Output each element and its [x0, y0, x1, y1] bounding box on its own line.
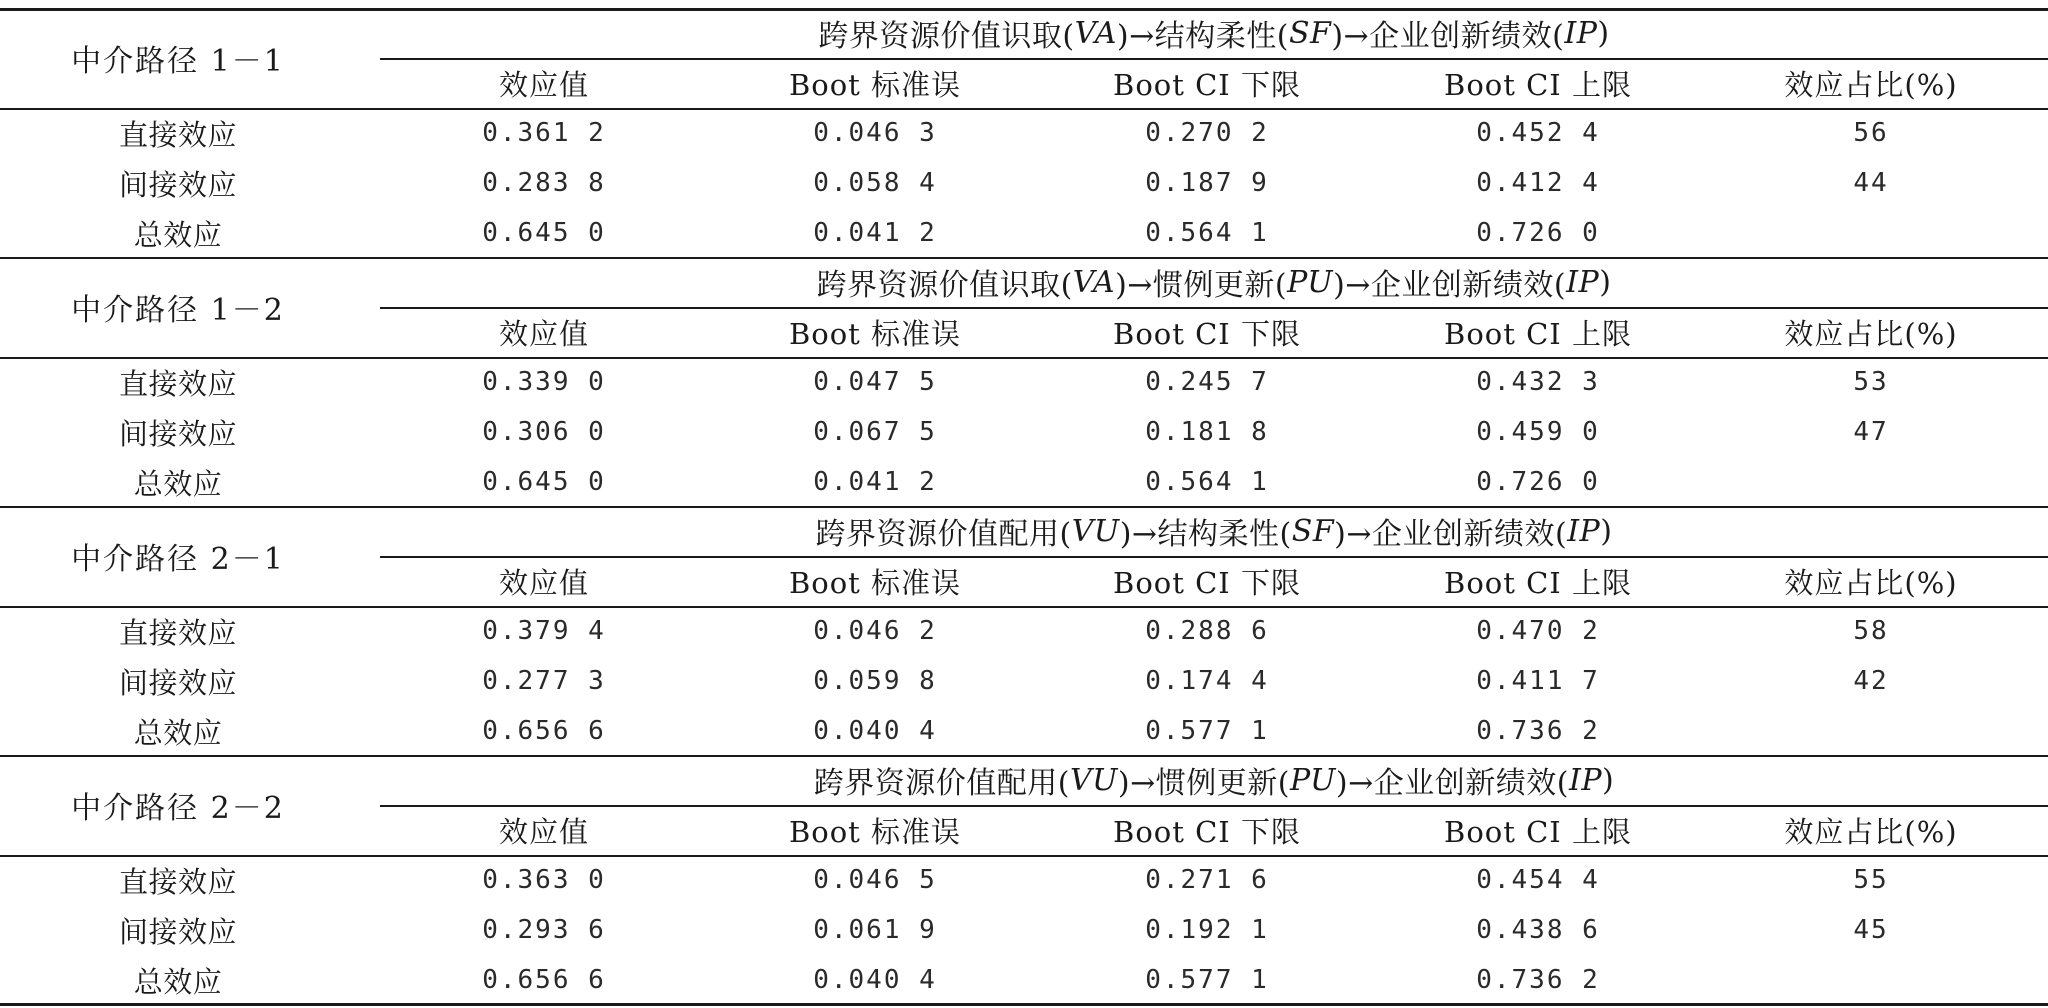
variable-abbr: VU: [1069, 762, 1118, 798]
table-cell: 44: [1853, 168, 1889, 198]
table-cell: 0.046 3: [813, 118, 937, 148]
table-cell: 0.061 9: [813, 915, 937, 945]
table-cell: 0.046 5: [813, 865, 937, 895]
variable-abbr: VA: [1072, 264, 1116, 300]
row-label: 直接效应: [118, 615, 237, 650]
path-label: 中介路径 2－2: [71, 791, 285, 826]
row-label: 间接效应: [118, 665, 237, 700]
title-text: )→企业创新绩效(: [1331, 19, 1565, 54]
title-text: ): [1600, 513, 1613, 549]
table-cell: [1721, 457, 2021, 507]
row-label: 总效应: [133, 964, 223, 999]
table-cell: [1721, 706, 2021, 756]
table-cell: 0.187 9: [1145, 168, 1269, 198]
table-cell: 0.656 6: [482, 965, 606, 995]
title-text: ): [1602, 762, 1615, 798]
table-cell: [1721, 208, 2021, 258]
table-cell: 58: [1853, 616, 1889, 646]
table-cell: 0.067 5: [813, 417, 937, 447]
table-cell: 0.454 4: [1476, 865, 1600, 895]
column-header: 效应值: [498, 67, 589, 102]
table-cell: 47: [1853, 417, 1889, 447]
table-cell: 0.192 1: [1145, 915, 1269, 945]
row-label: 间接效应: [118, 167, 237, 202]
path-label: 中介路径 2－1: [71, 542, 285, 577]
table-cell: 0.058 4: [813, 168, 937, 198]
column-header: Boot 标准误: [788, 316, 962, 351]
table-cell: 56: [1853, 118, 1889, 148]
table-cell: 0.293 6: [482, 915, 606, 945]
table-cell: [1721, 955, 2021, 1005]
column-header: 效应值: [498, 814, 589, 849]
column-header: Boot CI 下限: [1113, 814, 1301, 849]
table-cell: 0.361 2: [482, 118, 606, 148]
title-text: ): [1599, 264, 1612, 300]
variable-abbr: SF: [1288, 15, 1332, 51]
column-header: Boot CI 上限: [1444, 814, 1632, 849]
path-title: [380, 755, 2048, 805]
path-label: 中介路径 1－2: [71, 293, 285, 328]
table-cell: 55: [1853, 865, 1889, 895]
table-cell: 0.452 4: [1476, 118, 1600, 148]
table-cell: 0.245 7: [1145, 367, 1269, 397]
table-cell: 0.736 2: [1476, 965, 1600, 995]
row-label: 直接效应: [118, 117, 237, 152]
title-text: 跨界资源价值配用(: [813, 766, 1070, 801]
table-cell: 0.040 4: [813, 965, 937, 995]
table-cell: 0.041 2: [813, 218, 937, 248]
column-header: 效应值: [498, 565, 589, 600]
table-cell: 0.339 0: [482, 367, 606, 397]
column-header: Boot CI 上限: [1444, 67, 1632, 102]
table-cell: 0.271 6: [1145, 865, 1269, 895]
table-cell: 42: [1853, 666, 1889, 696]
table-cell: 0.726 0: [1476, 467, 1600, 497]
row-label: 总效应: [133, 466, 223, 501]
table-cell: 0.564 1: [1145, 467, 1269, 497]
table-cell: 0.656 6: [482, 716, 606, 746]
table-cell: 0.645 0: [482, 467, 606, 497]
column-header: Boot CI 上限: [1444, 565, 1632, 600]
table-cell: 0.438 6: [1476, 915, 1600, 945]
table-cell: 0.379 4: [482, 616, 606, 646]
table-cell: 0.412 4: [1476, 168, 1600, 198]
table-bottom-rule: [0, 1003, 2048, 1006]
column-header: 效应占比(%): [1784, 316, 1958, 351]
table-cell: 53: [1853, 367, 1889, 397]
row-label: 间接效应: [118, 914, 237, 949]
column-header: 效应占比(%): [1784, 67, 1958, 102]
table-cell: 0.040 4: [813, 716, 937, 746]
variable-abbr: IP: [1568, 762, 1603, 798]
variable-abbr: SF: [1291, 513, 1335, 549]
table-cell: 0.645 0: [482, 218, 606, 248]
title-text: )→结构柔性(: [1119, 517, 1292, 552]
table-cell: 0.047 5: [813, 367, 937, 397]
table-cell: 0.174 4: [1145, 666, 1269, 696]
title-text: ): [1597, 15, 1610, 51]
column-header: Boot 标准误: [788, 565, 962, 600]
variable-abbr: PU: [1289, 762, 1336, 798]
table-cell: 0.277 3: [482, 666, 606, 696]
variable-abbr: VA: [1074, 15, 1117, 51]
table-cell: 0.564 1: [1145, 218, 1269, 248]
table-cell: 0.411 7: [1476, 666, 1600, 696]
title-text: )→结构柔性(: [1116, 19, 1289, 54]
table-cell: 0.046 2: [813, 616, 937, 646]
table-cell: 0.288 6: [1145, 616, 1269, 646]
column-header: Boot 标准误: [788, 814, 962, 849]
column-header: 效应占比(%): [1784, 814, 1958, 849]
path-title: [380, 257, 2048, 307]
table-cell: 0.059 8: [813, 666, 937, 696]
row-label: 直接效应: [118, 864, 237, 899]
column-header: Boot CI 下限: [1113, 316, 1301, 351]
title-text: )→企业创新绩效(: [1335, 766, 1569, 801]
title-text: 跨界资源价值配用(: [815, 517, 1072, 552]
variable-abbr: IP: [1567, 513, 1601, 549]
title-text: )→企业创新绩效(: [1334, 517, 1568, 552]
table-cell: 0.736 2: [1476, 716, 1600, 746]
table-cell: 45: [1853, 915, 1889, 945]
variable-abbr: IP: [1564, 15, 1598, 51]
table-cell: 0.577 1: [1145, 965, 1269, 995]
path-title: [380, 8, 2048, 58]
row-label: 间接效应: [118, 416, 237, 451]
title-text: )→惯例更新(: [1115, 268, 1288, 303]
column-header: Boot CI 下限: [1113, 565, 1301, 600]
column-header: Boot CI 下限: [1113, 67, 1301, 102]
table-cell: 0.041 2: [813, 467, 937, 497]
table-cell: 0.459 0: [1476, 417, 1600, 447]
variable-abbr: PU: [1287, 264, 1334, 300]
title-text: 跨界资源价值识取(: [816, 268, 1073, 303]
title-text: 跨界资源价值识取(: [818, 19, 1075, 54]
column-header: Boot CI 上限: [1444, 316, 1632, 351]
column-header: 效应值: [498, 316, 589, 351]
column-header: 效应占比(%): [1784, 565, 1958, 600]
title-text: )→惯例更新(: [1117, 766, 1290, 801]
table-cell: 0.181 8: [1145, 417, 1269, 447]
table-cell: 0.270 2: [1145, 118, 1269, 148]
title-text: )→企业创新绩效(: [1333, 268, 1567, 303]
table-cell: 0.283 8: [482, 168, 606, 198]
table-cell: 0.470 2: [1476, 616, 1600, 646]
table-cell: 0.363 0: [482, 865, 606, 895]
path-title: [380, 506, 2048, 556]
row-label: 直接效应: [118, 366, 237, 401]
variable-abbr: IP: [1566, 264, 1600, 300]
column-header: Boot 标准误: [788, 67, 962, 102]
variable-abbr: VU: [1071, 513, 1120, 549]
table-cell: 0.726 0: [1476, 218, 1600, 248]
table-cell: 0.306 0: [482, 417, 606, 447]
path-label: 中介路径 1－1: [71, 44, 285, 79]
row-label: 总效应: [133, 217, 223, 252]
row-label: 总效应: [133, 715, 223, 750]
table-cell: 0.577 1: [1145, 716, 1269, 746]
table-cell: 0.432 3: [1476, 367, 1600, 397]
